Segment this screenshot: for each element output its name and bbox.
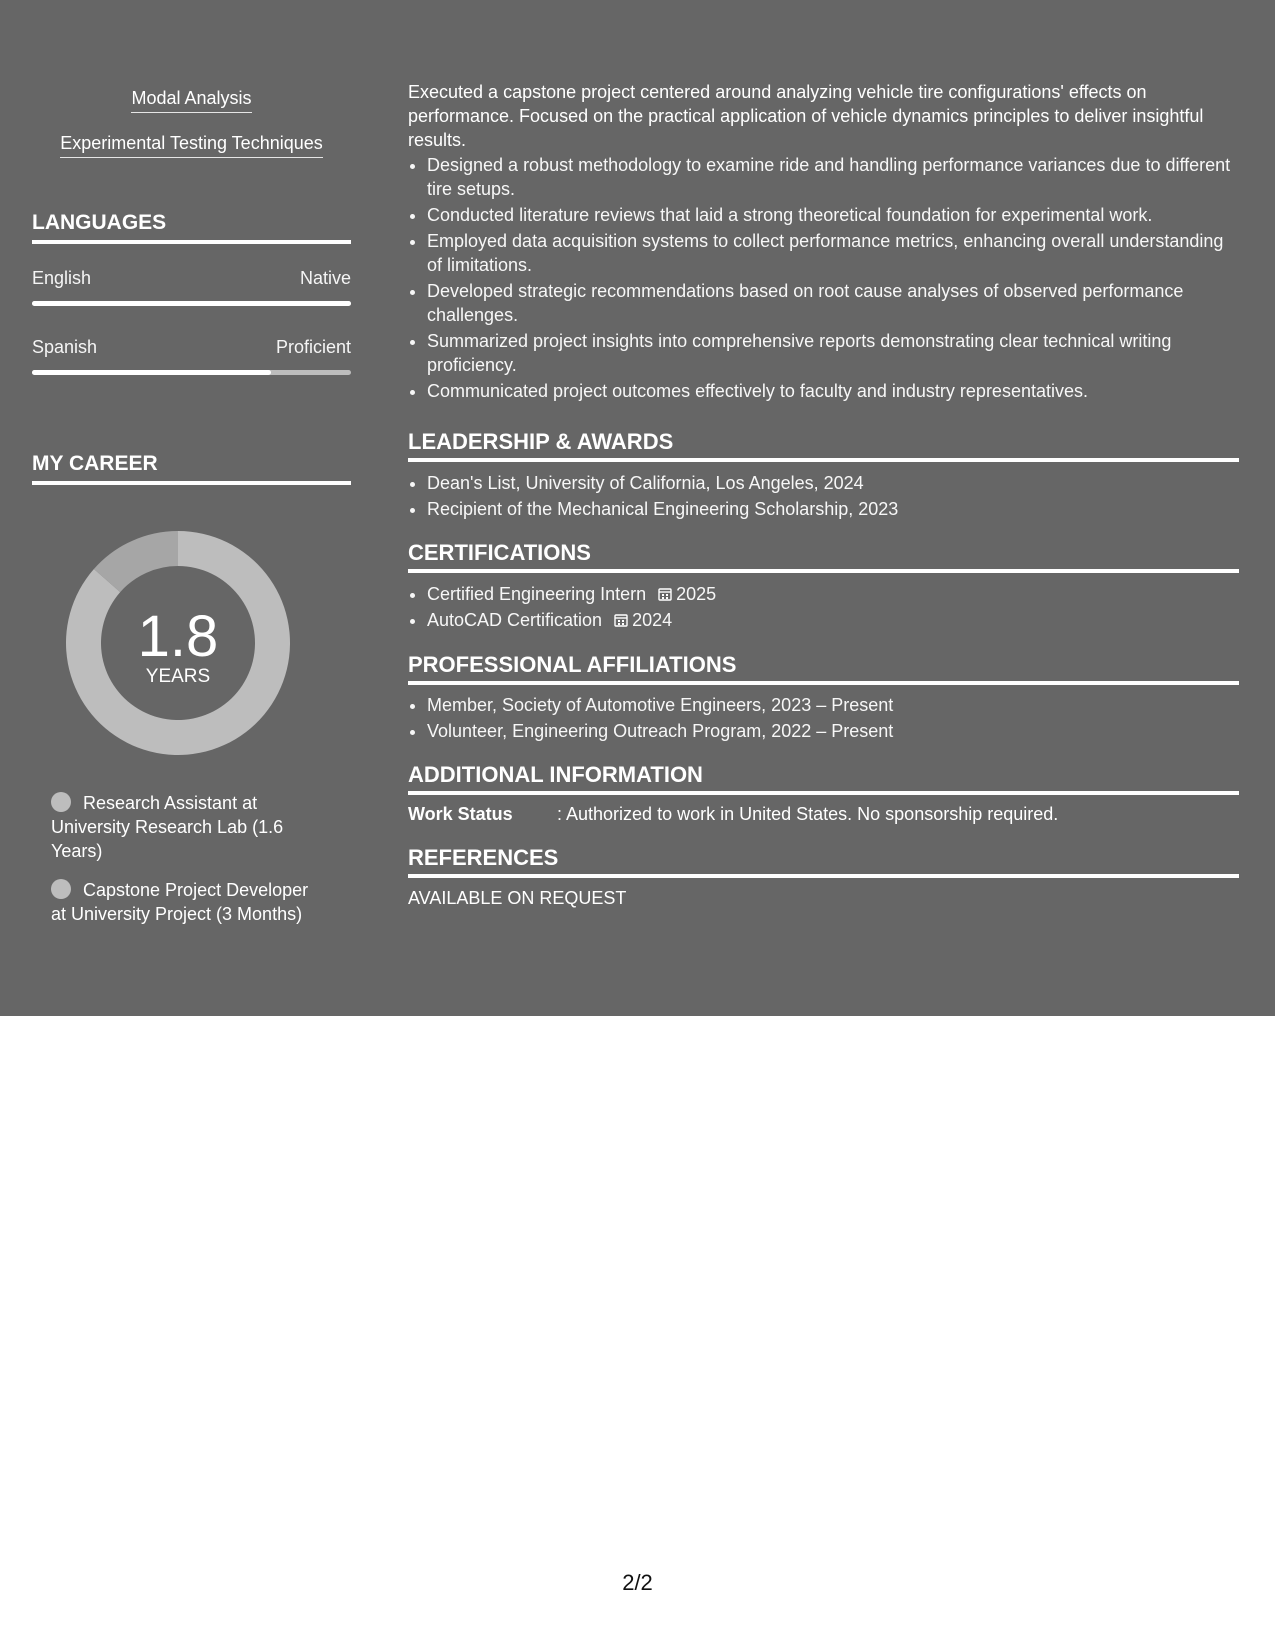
language-proficiency-bar [32, 301, 351, 306]
skill-item [32, 133, 351, 158]
skill-label: Modal Analysis [131, 88, 251, 113]
list-item: • Conducted literature reviews that laid a strong theoretical foundation for experimental work. [427, 203, 1239, 227]
languages-heading: LANGUAGES [32, 211, 351, 244]
leadership-list [408, 471, 1239, 523]
list-item: • Volunteer, Engineering Outreach Program, 2022 – Present [427, 719, 1239, 743]
language-name: Spanish [32, 337, 98, 357]
legend-dot-icon [51, 792, 71, 812]
calendar-icon [658, 587, 672, 601]
certification-name: Certified Engineering Intern [427, 584, 647, 604]
list-item: • Summarized project insights into comprehensive reports demonstrating clear technical writing proficiency. [427, 329, 1239, 377]
references-heading: REFERENCES [408, 845, 1239, 878]
career-legend-label: Research Assistant at University Research Lab (1.6 Years) [51, 793, 284, 861]
skill-item [32, 88, 351, 113]
language-proficiency-fill [32, 301, 351, 306]
work-status-label: Work Status [408, 804, 513, 824]
work-status-value: : Authorized to work in United States. No sponsorship required. [557, 804, 1059, 824]
career-legend-label: Capstone Project Developer at University Project (3 Months) [51, 880, 309, 924]
additional-info-heading: ADDITIONAL INFORMATION [408, 762, 1239, 795]
certification-year: 2024 [632, 610, 673, 630]
affiliations-list [408, 693, 1239, 745]
career-total-unit: YEARS [145, 666, 211, 687]
list-item [427, 608, 1239, 632]
list-item: • Designed a robust methodology to examine ride and handling performance variances due to different tire setups. [427, 153, 1239, 201]
calendar-icon [614, 613, 628, 627]
language-proficiency-fill [32, 370, 271, 375]
certification-year: 2025 [676, 584, 717, 604]
language-level: Native [299, 268, 351, 288]
references-text: AVAILABLE ON REQUEST [408, 888, 627, 908]
list-item: • Communicated project outcomes effectively to faculty and industry representatives. [427, 379, 1239, 403]
career-heading: MY CAREER [32, 452, 351, 485]
language-name: English [32, 268, 92, 288]
project-bullets [408, 153, 1239, 405]
career-legend-item [51, 791, 321, 863]
career-donut-chart [66, 531, 290, 755]
list-item: • Recipient of the Mechanical Engineering Scholarship, 2023 [427, 497, 1239, 521]
legend-dot-icon [51, 879, 71, 899]
project-summary: Executed a capstone project centered around analyzing vehicle tire configurations' effects on performance. Focused on the practical application of vehicle dynamics principles to deliver insightful results. [408, 82, 1204, 150]
language-level: Proficient [275, 337, 351, 357]
list-item [427, 582, 1239, 606]
career-total-years: 1.8 [137, 604, 219, 669]
career-legend-item [51, 878, 321, 926]
list-item: • Member, Society of Automotive Engineers, 2023 – Present [427, 693, 1239, 717]
list-item: • Dean's List, University of California, Los Angeles, 2024 [427, 471, 1239, 495]
certifications-list [408, 582, 1239, 634]
certification-name: AutoCAD Certification [427, 610, 603, 630]
language-proficiency-bar [32, 370, 351, 375]
affiliations-heading: PROFESSIONAL AFFILIATIONS [408, 652, 1239, 685]
certifications-heading: CERTIFICATIONS [408, 540, 1239, 573]
leadership-heading: LEADERSHIP & AWARDS [408, 429, 1239, 462]
page-number: 2/2 [622, 1570, 653, 1595]
list-item: • Employed data acquisition systems to collect performance metrics, enhancing overall understanding of limitations. [427, 229, 1239, 277]
skill-label: Experimental Testing Techniques [60, 133, 323, 158]
list-item: • Developed strategic recommendations based on root cause analyses of observed performance challenges. [427, 279, 1239, 327]
